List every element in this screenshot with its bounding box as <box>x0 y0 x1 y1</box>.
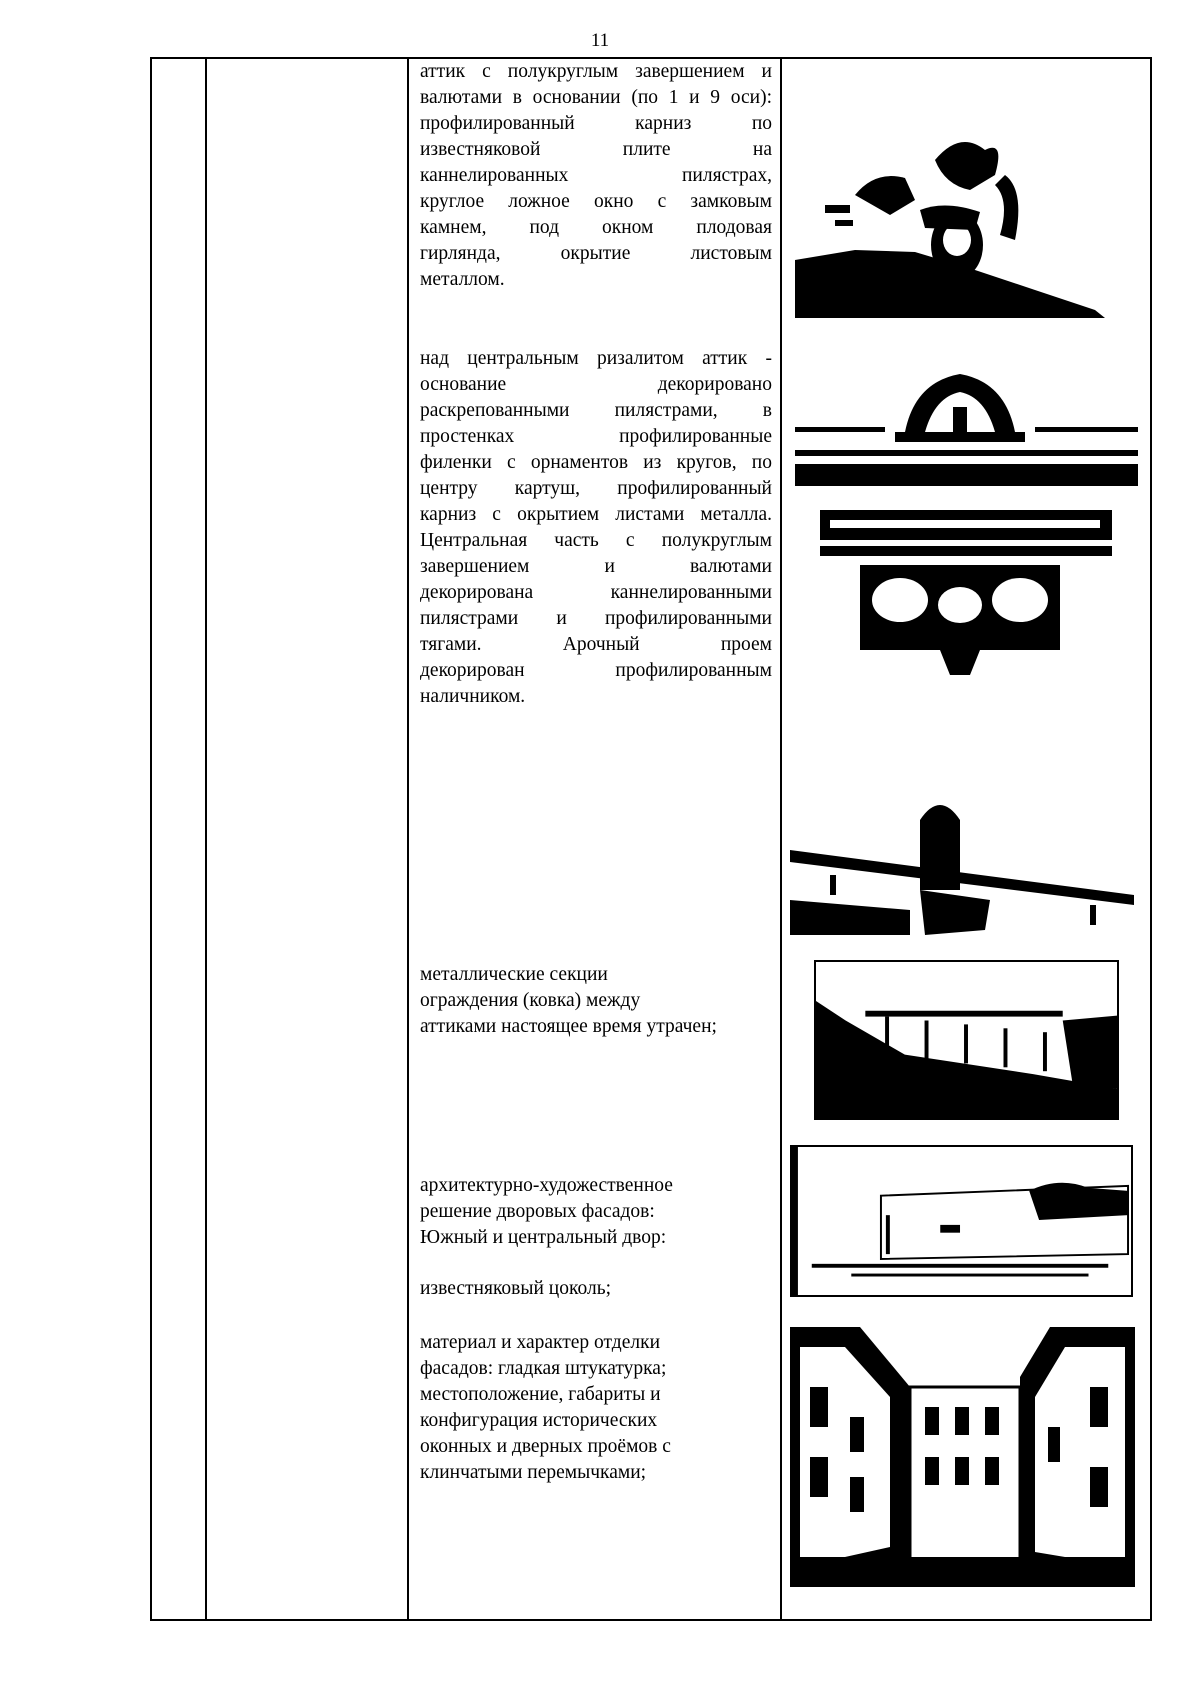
column-divider-1 <box>205 57 207 1621</box>
text-line: круглое ложное окно с замковым <box>420 191 772 212</box>
text-line: решение дворовых фасадов: <box>420 1201 655 1222</box>
text-line: аттик с полукруглым завершением и <box>420 61 772 82</box>
text-line: центру картуш, профилированный <box>420 478 772 499</box>
text-line: простенках профилированные <box>420 426 772 447</box>
column-divider-3 <box>780 57 782 1621</box>
text-line: Центральная часть с полукруглым <box>420 530 772 551</box>
text-line: декорирована каннелированными <box>420 582 772 603</box>
text-line: пилястрами и профилированными <box>420 608 772 629</box>
text-line: фасадов: гладкая штукатурка; <box>420 1358 667 1379</box>
description-block-courtyard-facades <box>420 1173 772 1251</box>
text-line: гирлянда, окрытие листовым <box>420 243 772 264</box>
courtyard-view-photo <box>790 1327 1135 1587</box>
text-line: ограждения (ковка) между <box>420 990 641 1011</box>
column-divider-2 <box>407 57 409 1621</box>
text-line: известняковой плите на <box>420 139 772 160</box>
text-line: каннелированных пилястрах, <box>420 165 772 186</box>
text-line: аттиками настоящее время утрачен; <box>420 1016 717 1037</box>
text-line: тягами. Арочный проем <box>420 634 772 655</box>
description-block-attic <box>420 59 772 293</box>
text-line: над центральным ризалитом аттик - <box>420 348 772 369</box>
railing-sections-photo <box>814 960 1119 1120</box>
text-line: конфигурация исторических <box>420 1410 658 1431</box>
text-line: наличником. <box>420 686 526 707</box>
text-line: архитектурно-художественное <box>420 1175 673 1196</box>
page-number: 11 <box>590 30 610 51</box>
text-line: филенки с орнаментов из кругов, по <box>420 452 772 473</box>
attic-round-window-photo <box>795 100 1105 318</box>
description-block-finish <box>420 1330 772 1486</box>
text-line: камнем, под окном плодовая <box>420 217 772 238</box>
text-line: завершением и валютами <box>420 556 772 577</box>
text-line: металлом. <box>420 269 505 290</box>
text-line: декорирован профилированным <box>420 660 772 681</box>
text-line: карниз с окрытием листами металла. <box>420 504 772 525</box>
text-line: оконных и дверных проёмов с <box>420 1436 671 1457</box>
text-line: известняковый цоколь; <box>420 1278 612 1299</box>
text-line: клинчатыми перемычками; <box>420 1462 647 1483</box>
text-line: местоположение, габариты и <box>420 1384 661 1405</box>
text-line: металлические секции <box>420 964 608 985</box>
text-line: материал и характер отделки <box>420 1332 661 1353</box>
description-block-railing <box>420 962 772 1040</box>
courtyard-facade-photo <box>790 1145 1133 1297</box>
text-line: профилированный карниз по <box>420 113 772 134</box>
description-block-plinth <box>420 1276 772 1302</box>
text-line: валютами в основании (по 1 и 9 оси): <box>420 87 772 108</box>
text-line: Южный и центральный двор: <box>420 1227 667 1248</box>
description-block-central-attic <box>420 346 772 710</box>
arched-opening-photo <box>790 790 1134 935</box>
text-line: раскрепованными пилястрами, в <box>420 400 772 421</box>
text-line: основание декорировано <box>420 374 772 395</box>
cartouche-detail-photo <box>820 510 1112 675</box>
central-attic-photo <box>795 372 1138 486</box>
